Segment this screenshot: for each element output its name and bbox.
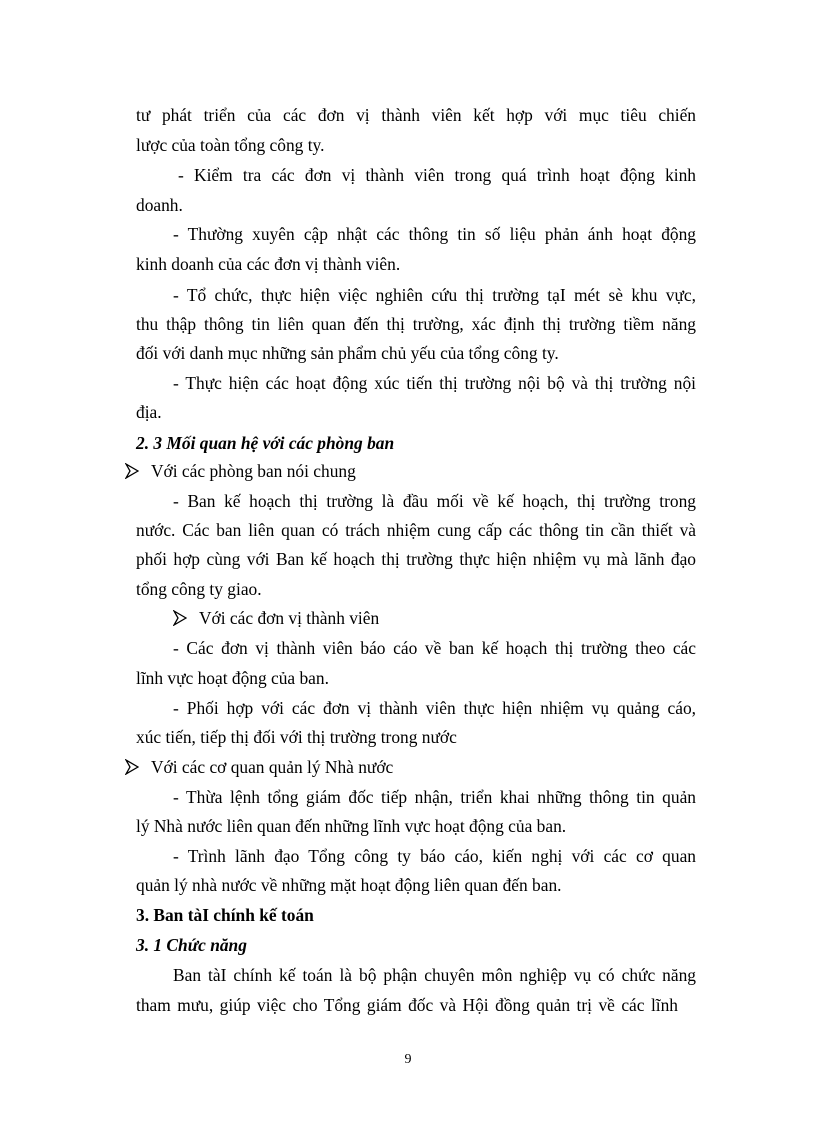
paragraph-line: đối với danh mục những sản phẩm chủ yếu của tổng công ty. <box>136 343 559 363</box>
paragraph-line: kinh doanh của các đơn vị thành viên. <box>136 254 401 274</box>
paragraph-line: doanh. <box>136 195 183 215</box>
paragraph-line: lĩnh vực hoạt động của ban. <box>136 668 329 688</box>
bullet-label: Với các phòng ban nói chung <box>151 461 356 481</box>
paragraph-line: tham mưu, giúp việc cho Tổng giám đốc và Hội đồng quản trị về các lĩnh <box>136 995 678 1015</box>
arrow-bullet-icon <box>125 759 139 775</box>
paragraph-line: lược của toàn tổng công ty. <box>136 135 325 155</box>
paragraph-line: nước. Các ban liên quan có trách nhiệm cung cấp các thông tin cần thiết và <box>136 520 696 540</box>
paragraph-line: - Trình lãnh đạo Tổng công ty báo cáo, kiến nghị với các cơ quan <box>173 846 696 866</box>
arrow-bullet-icon <box>173 610 187 626</box>
paragraph-line: xúc tiến, tiếp thị đối với thị trường trong nước <box>136 727 457 747</box>
paragraph-line: thu thập thông tin liên quan đến thị trường, xác định thị trường tiềm năng <box>136 314 696 334</box>
section-heading-3: 3. Ban tàI chính kế toán <box>136 905 314 925</box>
bullet-item <box>173 607 379 629</box>
paragraph-line: tư phát triển của các đơn vị thành viên kết hợp với mục tiêu chiến <box>136 105 696 125</box>
paragraph-line: Ban tàI chính kế toán là bộ phận chuyên môn nghiệp vụ có chức năng <box>173 965 696 985</box>
paragraph-line: địa. <box>136 402 162 422</box>
paragraph-line: - Tổ chức, thực hiện việc nghiên cứu thị trường tạI mét sè khu vực, <box>173 285 696 305</box>
section-heading-3-1: 3. 1 Chức năng <box>136 935 247 955</box>
bullet-label: Với các đơn vị thành viên <box>199 608 380 628</box>
paragraph-line: tổng công ty giao. <box>136 579 262 599</box>
paragraph-line: phối hợp cùng với Ban kế hoạch thị trường thực hiện nhiệm vụ mà lãnh đạo <box>136 549 696 569</box>
paragraph-line: - Thường xuyên cập nhật các thông tin số liệu phản ánh hoạt động <box>173 224 696 244</box>
bullet-label: Với các cơ quan quản lý Nhà nước <box>151 757 394 777</box>
page-number: 9 <box>404 1052 412 1067</box>
bullet-item <box>125 756 393 778</box>
paragraph-line: lý Nhà nước liên quan đến những lĩnh vực hoạt động của ban. <box>136 816 567 836</box>
paragraph-line: - Kiểm tra các đơn vị thành viên trong quá trình hoạt động kinh <box>178 165 696 185</box>
section-heading-2-3: 2. 3 Mối quan hệ với các phòng ban <box>136 433 395 453</box>
paragraph-line: - Các đơn vị thành viên báo cáo về ban kế hoạch thị trường theo các <box>173 638 696 658</box>
paragraph-line: - Thực hiện các hoạt động xúc tiến thị trường nội bộ và thị trường nội <box>173 373 696 393</box>
bullet-item <box>125 460 356 482</box>
paragraph-line: quản lý nhà nước về những mặt hoạt động liên quan đến ban. <box>136 875 562 895</box>
arrow-bullet-icon <box>125 463 139 479</box>
paragraph-line: - Thừa lệnh tổng giám đốc tiếp nhận, triển khai những thông tin quản <box>173 787 696 807</box>
paragraph-line: - Ban kế hoạch thị trường là đầu mối về kế hoạch, thị trường trong <box>173 491 696 511</box>
paragraph-line: - Phối hợp với các đơn vị thành viên thực hiện nhiệm vụ quảng cáo, <box>173 698 696 718</box>
